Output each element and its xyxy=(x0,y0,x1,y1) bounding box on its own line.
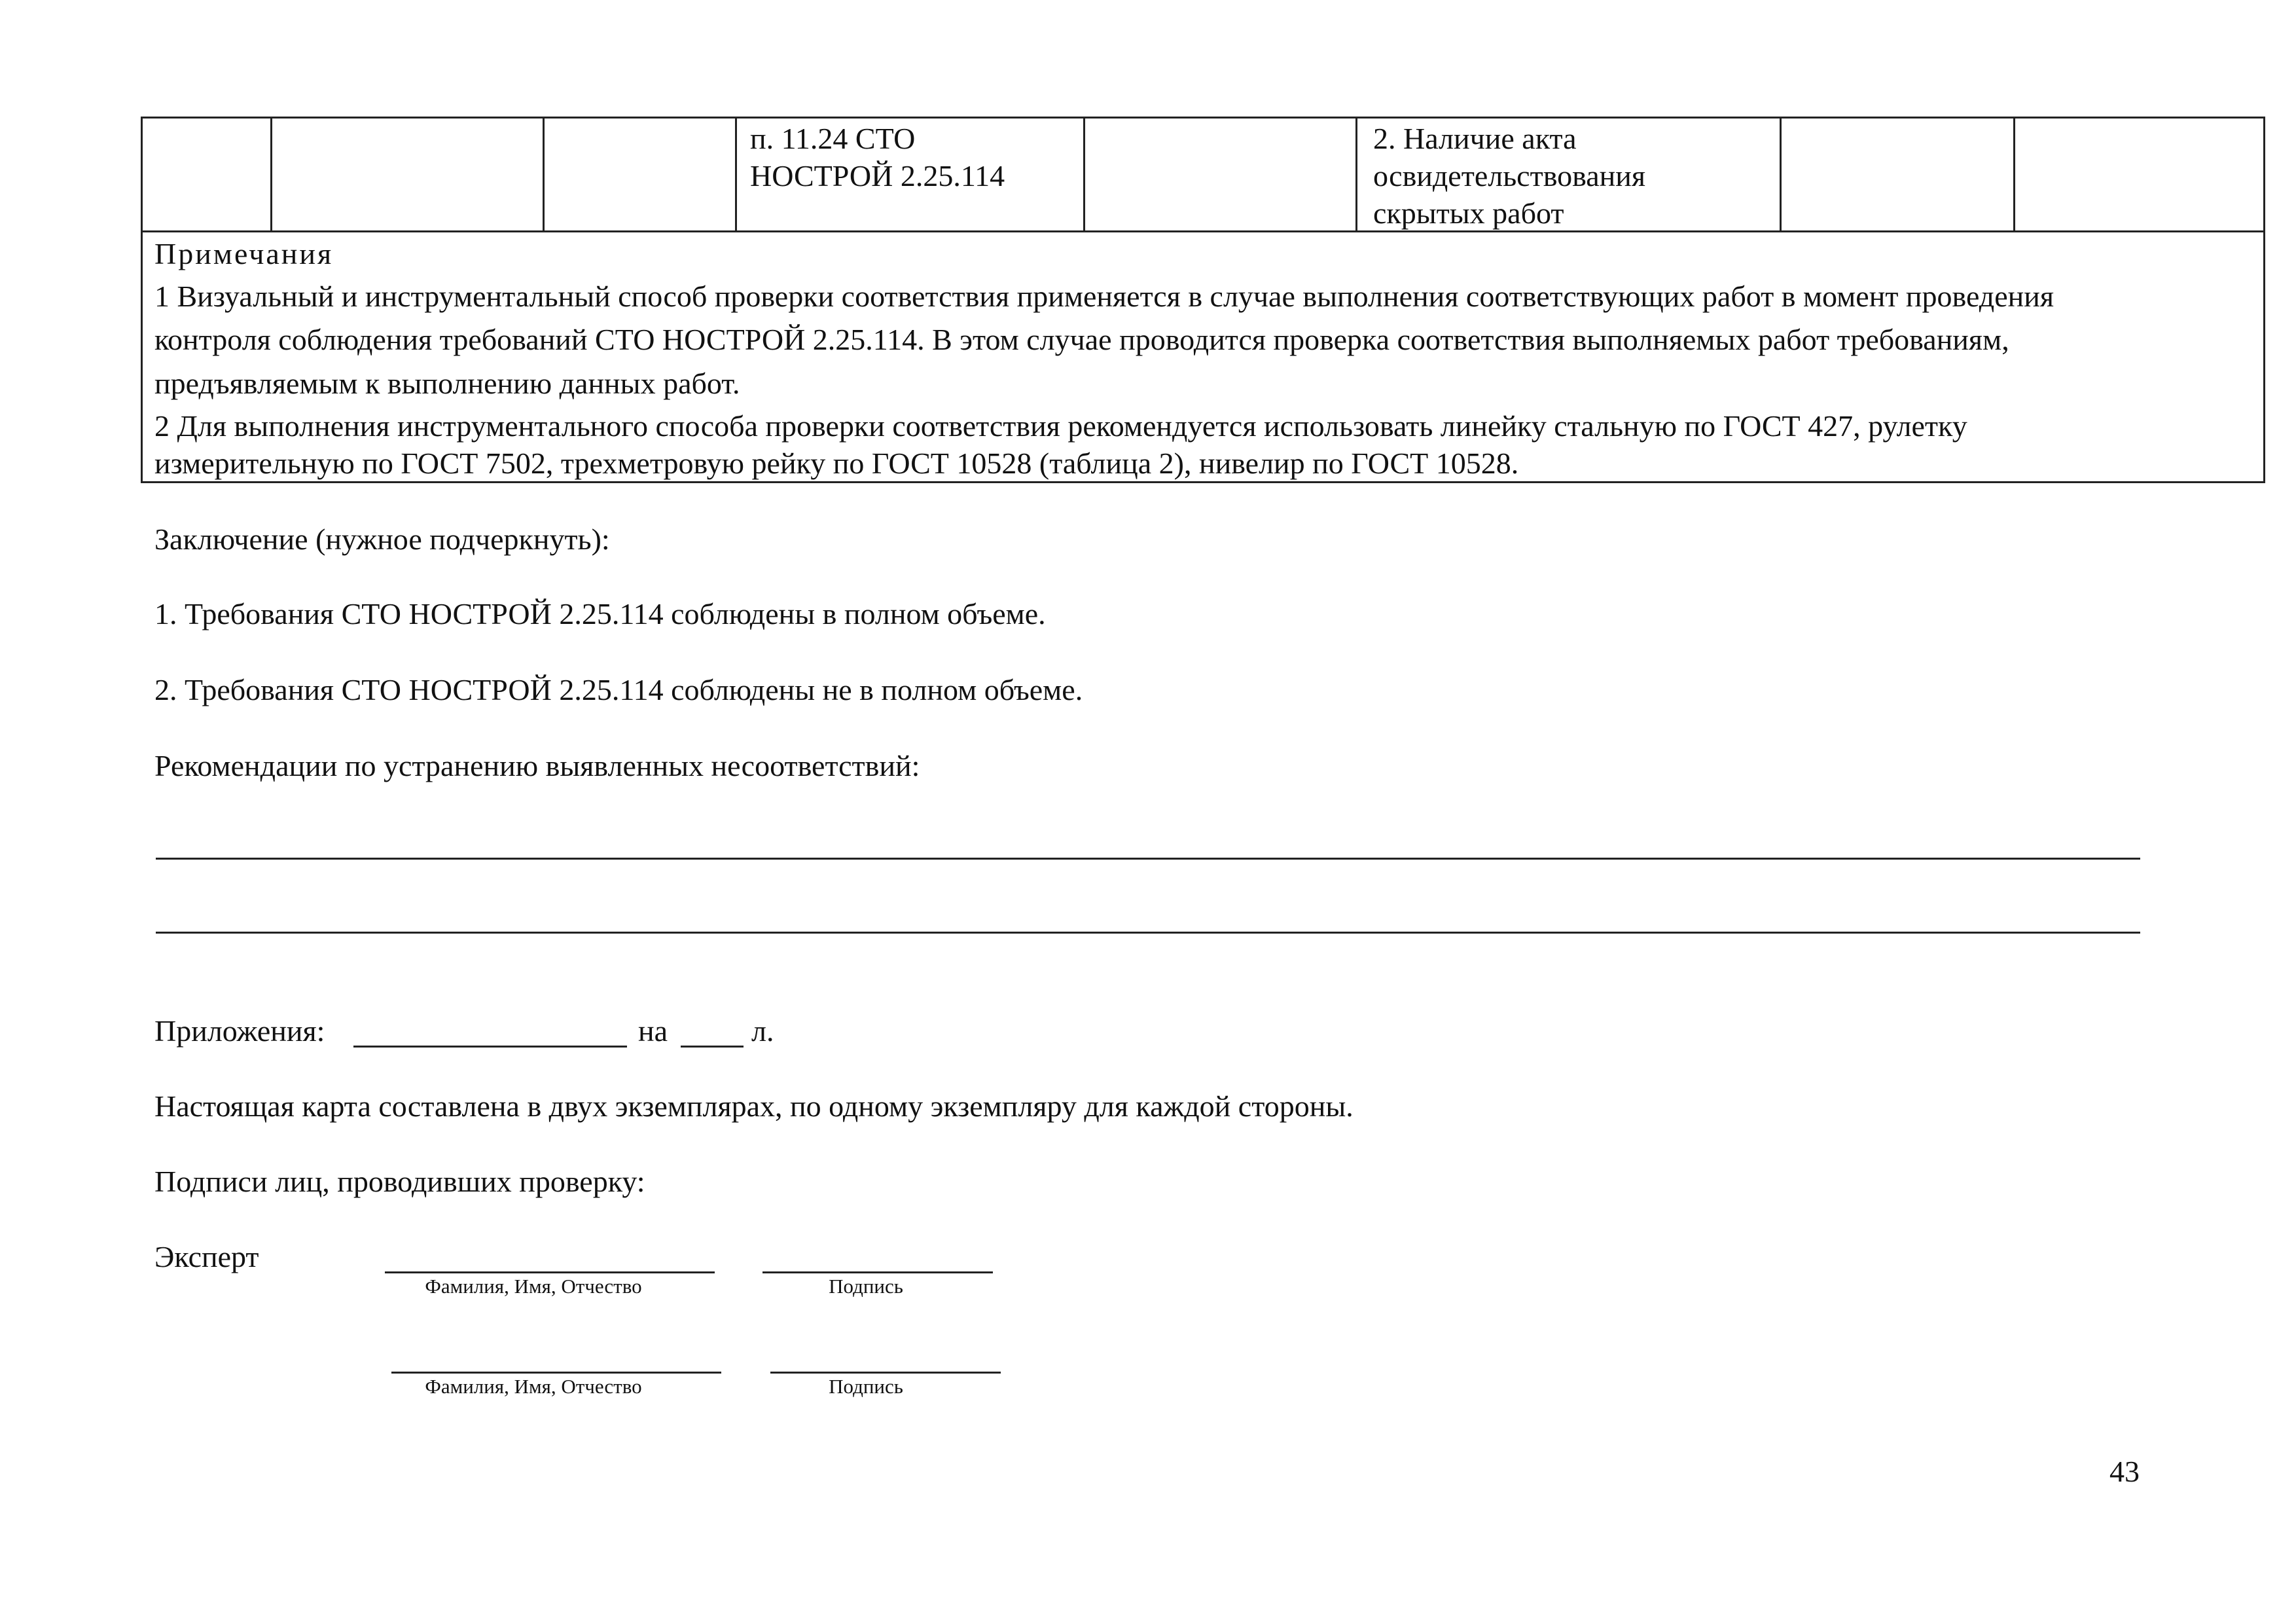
signatures-heading: Подписи лиц, проводивших проверку: xyxy=(154,1165,645,1198)
requirement-cell-line: 2. Наличие акта xyxy=(1373,122,1577,155)
table-left-border xyxy=(141,117,143,483)
requirement-cell-line: освидетельствования xyxy=(1373,159,1646,192)
copies-statement: Настоящая карта составлена в двух экземплярах, по одному экземпляру для каждой стороны. xyxy=(154,1089,1354,1123)
signature-caption: Подпись xyxy=(829,1275,903,1298)
recommendations-blank-line xyxy=(156,858,2140,860)
row-bottom-border xyxy=(141,230,2265,232)
name-caption: Фамилия, Имя, Отчество xyxy=(425,1375,642,1398)
column-divider xyxy=(735,117,737,232)
notes-line: предъявляемым к выполнению данных работ. xyxy=(154,367,740,400)
table-right-border xyxy=(2263,117,2265,483)
recommendations-heading: Рекомендации по устранению выявленных несоответствий: xyxy=(154,749,920,782)
column-divider xyxy=(543,117,545,232)
attachments-sheets-blank xyxy=(681,1046,744,1048)
conclusion-option-2: 2. Требования СТО НОСТРОЙ 2.25.114 соблюдены не в полном объеме. xyxy=(154,673,1083,706)
notes-line: 2 Для выполнения инструментального способа проверки соответствия рекомендуется использовать линейку стальную по ГОСТ 427, рулетку xyxy=(154,409,1967,443)
page-number: 43 xyxy=(2109,1455,2140,1488)
second-signature-line xyxy=(770,1372,1001,1374)
attachments-label: Приложения: xyxy=(154,1014,325,1048)
conclusion-option-1: 1. Требования СТО НОСТРОЙ 2.25.114 соблюдены в полном объеме. xyxy=(154,597,1046,630)
expert-label: Эксперт xyxy=(154,1240,259,1273)
column-divider xyxy=(1083,117,1085,232)
expert-name-line xyxy=(385,1271,715,1273)
column-divider xyxy=(2013,117,2015,232)
column-divider xyxy=(1355,117,1357,232)
name-caption: Фамилия, Имя, Отчество xyxy=(425,1275,642,1298)
signature-caption: Подпись xyxy=(829,1375,903,1398)
column-divider xyxy=(1780,117,1782,232)
notes-line: контроля соблюдения требований СТО НОСТРОЙ 2.25.114. В этом случае проводится проверка соответствия выполняемых работ требованиям, xyxy=(154,323,2009,356)
attachments-name-blank xyxy=(353,1046,627,1048)
attachments-sheets-label: л. xyxy=(751,1014,774,1048)
notes-heading: Примечания xyxy=(154,237,334,270)
recommendations-blank-line xyxy=(156,932,2140,934)
clause-cell-line: НОСТРОЙ 2.25.114 xyxy=(750,159,1005,192)
requirement-cell-line: скрытых работ xyxy=(1373,196,1564,230)
table-top-border xyxy=(141,117,2265,119)
clause-cell-line: п. 11.24 СТО xyxy=(750,122,916,155)
notes-line: измерительную по ГОСТ 7502, трехметровую рейку по ГОСТ 10528 (таблица 2), нивелир по ГОСТ 10528. xyxy=(154,447,1519,480)
notes-line: 1 Визуальный и инструментальный способ проверки соответствия применяется в случае выполнения соответствующих работ в момент проведения xyxy=(154,280,2054,313)
expert-signature-line xyxy=(762,1271,993,1273)
column-divider xyxy=(270,117,272,232)
second-name-line xyxy=(391,1372,721,1374)
attachments-on-label: на xyxy=(638,1014,668,1048)
conclusion-heading: Заключение (нужное подчеркнуть): xyxy=(154,522,610,556)
